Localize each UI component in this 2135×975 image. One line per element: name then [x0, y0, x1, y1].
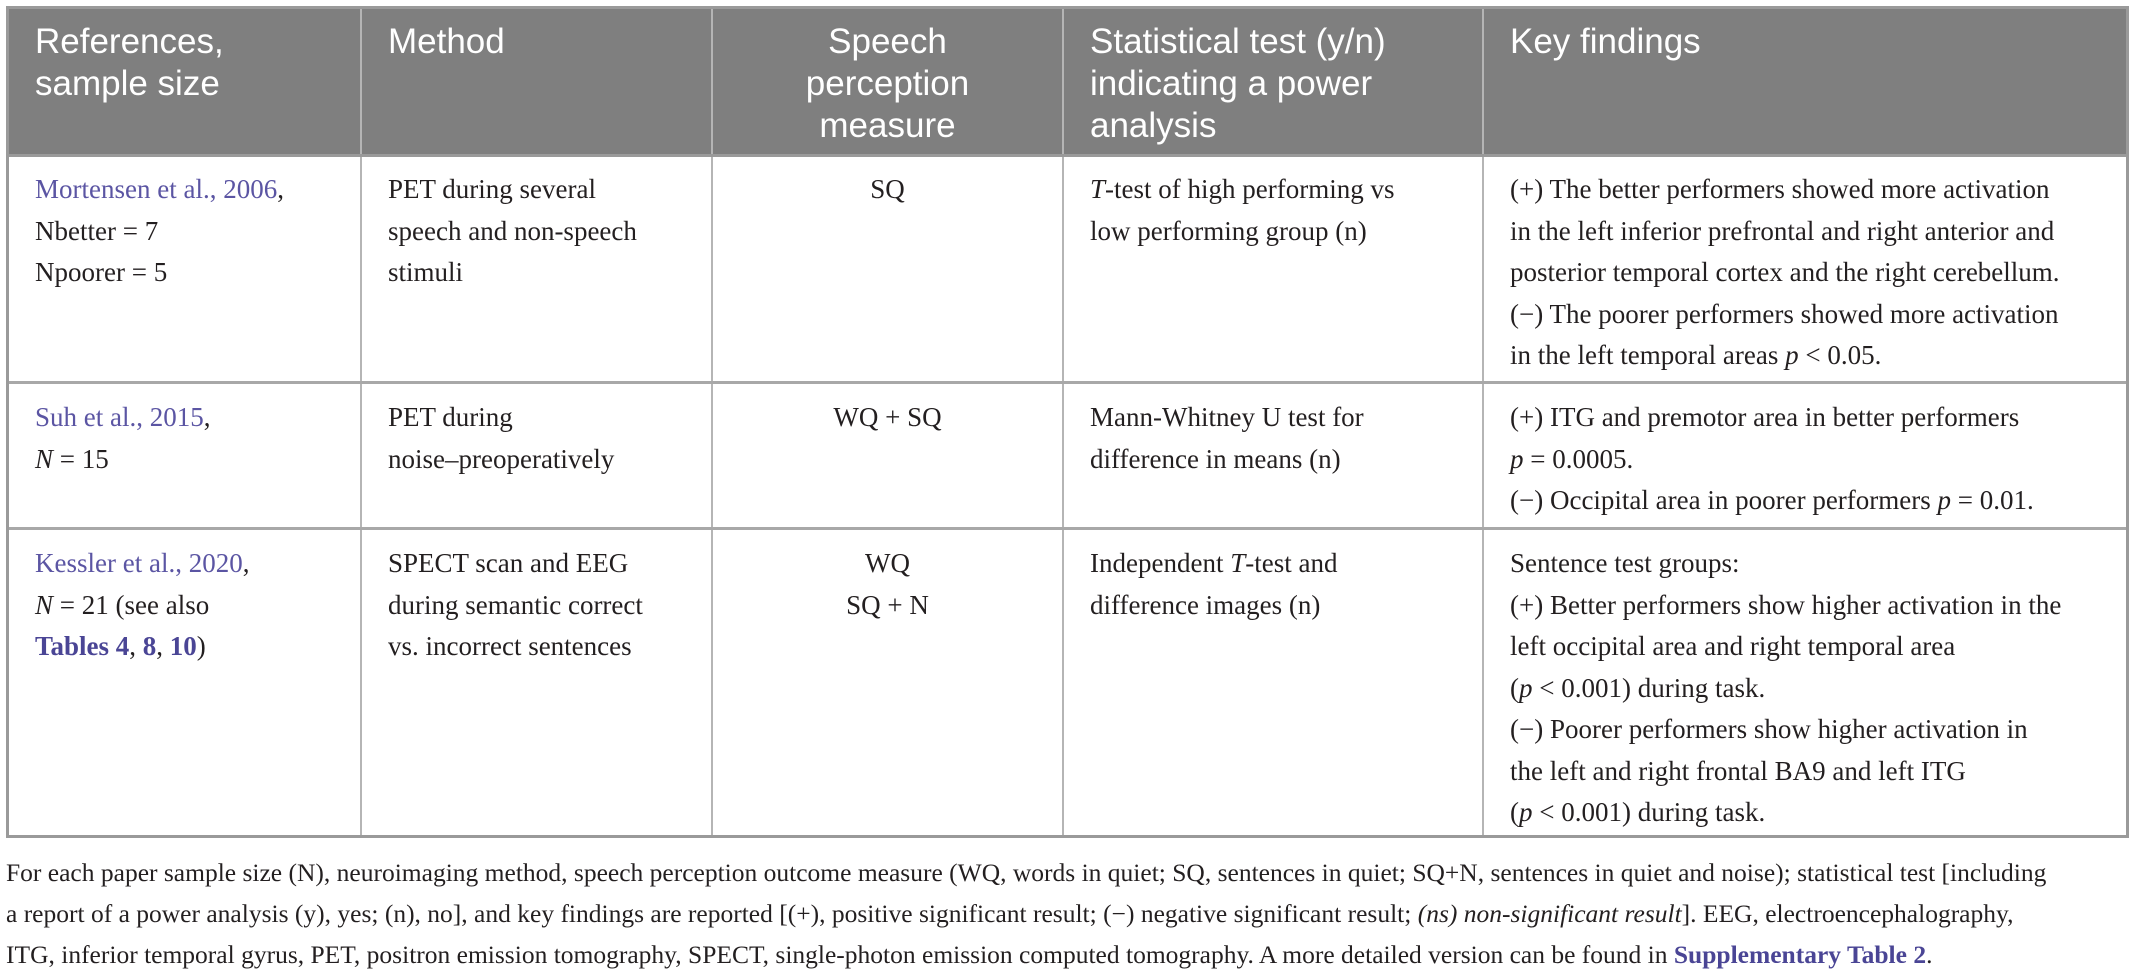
header-method: Method: [388, 22, 505, 61]
ref-link-year[interactable]: 2020: [188, 548, 243, 578]
row1-method: PET during several speech and non-speech stimuli: [388, 174, 637, 287]
header-references: References, sample size: [35, 22, 224, 103]
row-divider: [9, 381, 2126, 384]
table-link-8[interactable]: 8: [142, 631, 157, 661]
table-link-4[interactable]: Tables 4: [35, 631, 130, 661]
ref-link-year[interactable]: 2006: [223, 174, 278, 204]
row1-reference: Mortensen et al., 2006, Nbetter = 7 Npoorer = 5: [35, 174, 284, 287]
header-speech-measure: Speech perception measure: [805, 22, 970, 145]
row3-measure: WQ SQ + N: [846, 548, 929, 620]
row3-reference: Kessler et al., 2020, N = 21 (see also Tables 4, 8, 10): [35, 548, 250, 661]
row3-stat-test: Independent T-test and difference images (n): [1090, 548, 1338, 620]
table-link-10[interactable]: 10: [169, 631, 197, 661]
row3-findings: Sentence test groups: (+) Better performers show higher activation in the left occipital area and right temporal area (p < 0.001) during task. (−) Poorer performers show higher activation in the left and right frontal BA9 and left ITG (p < 0.001) during task.: [1510, 548, 2062, 827]
row1-stat-test: T-test of high performing vs low performing group (n): [1090, 174, 1395, 246]
table-header: [9, 9, 2126, 154]
row1-measure: SQ: [870, 174, 905, 204]
row1-findings: (+) The better performers showed more activation in the left inferior prefrontal and right anterior and posterior temporal cortex and the right cerebellum. (−) The poorer performers showed more activation in the left temporal areas p < 0.05.: [1510, 174, 2060, 370]
row2-reference: Suh et al., 2015, N = 15: [35, 402, 211, 474]
row2-stat-test: Mann-Whitney U test for difference in means (n): [1090, 402, 1364, 474]
row2-findings: (+) ITG and premotor area in better performers p = 0.0005. (−) Occipital area in poorer performers p = 0.01.: [1510, 402, 2034, 515]
row2-measure: WQ + SQ: [833, 402, 942, 432]
table-footnote: For each paper sample size (N), neuroimaging method, speech perception outcome measure (WQ, words in quiet; SQ, sentences in quiet; SQ+N, sentences in quiet and noise); statistical test [including a report of a power analysis (y), yes; (n), no], and key findings are reported [(+), positive significant result; (−) negative significant result; (ns) non-significant result]. EEG, electroencephalography, ITG, inferior temporal gyrus, PET, positron emission tomography, SPECT, single-photon emission computed tomography. A more detailed version can be found in Supplementary Table 2.: [6, 858, 2047, 969]
header-key-findings: Key findings: [1510, 22, 1701, 61]
ref-link-author[interactable]: Suh et al.: [35, 402, 137, 432]
row2-method: PET during noise–preoperatively: [388, 402, 615, 474]
supplementary-table-link[interactable]: Supplementary Table 2: [1673, 940, 1927, 969]
ref-link-author[interactable]: Mortensen et al.: [35, 174, 210, 204]
data-table: [6, 6, 2129, 838]
header-statistical-test: Statistical test (y/n) indicating a power analysis: [1090, 22, 1386, 145]
row3-method: SPECT scan and EEG during semantic correct vs. incorrect sentences: [388, 548, 643, 661]
row-divider: [9, 154, 2126, 157]
ref-link-author[interactable]: Kessler et al.: [35, 548, 176, 578]
row-divider: [9, 527, 2126, 530]
ref-link-year[interactable]: 2015: [149, 402, 204, 432]
